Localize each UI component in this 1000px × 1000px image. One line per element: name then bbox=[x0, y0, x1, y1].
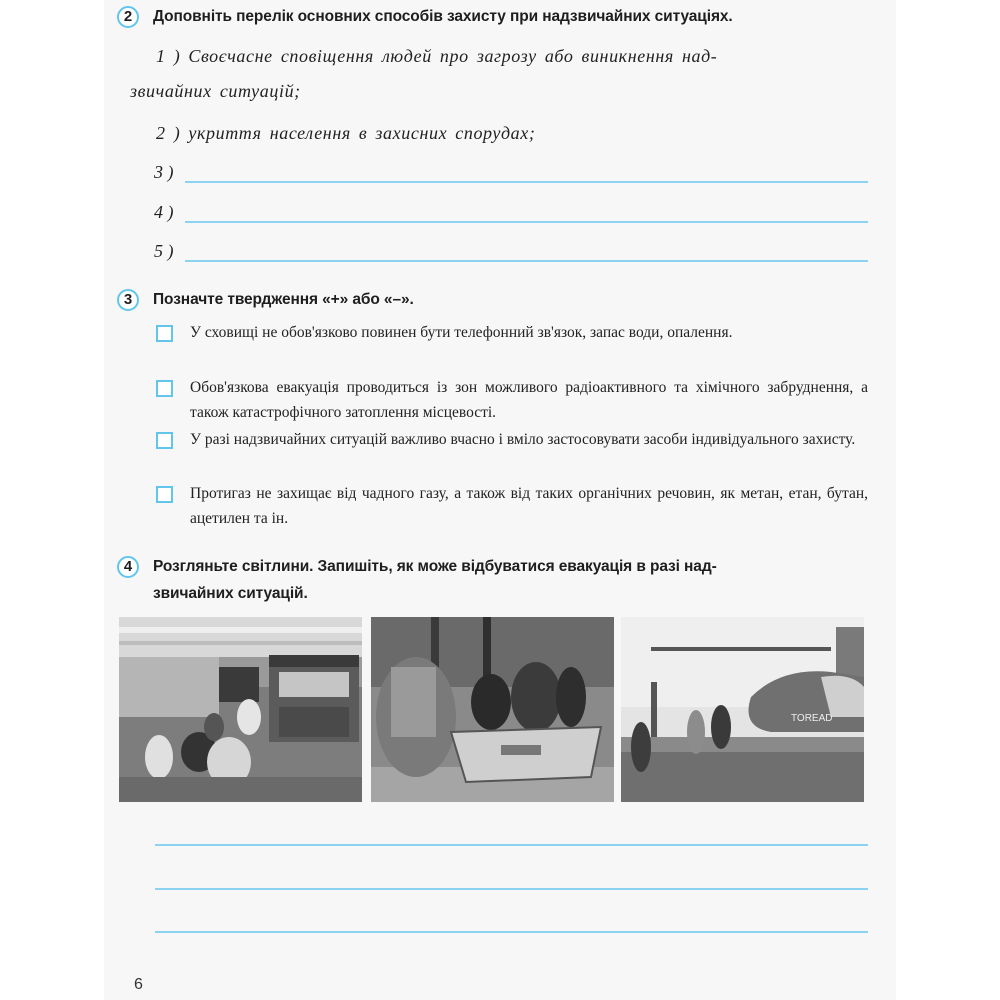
task-number-badge: 2 bbox=[117, 6, 139, 28]
answer-line-5[interactable] bbox=[185, 260, 868, 262]
answer-1-line-2: звичайних ситуацій; bbox=[130, 81, 301, 101]
statement-checkbox-4[interactable] bbox=[156, 486, 173, 503]
statement-checkbox-3[interactable] bbox=[156, 432, 173, 449]
task-3-title: Позначте твердження «+» або «–». bbox=[153, 291, 414, 308]
statement-checkbox-2[interactable] bbox=[156, 380, 173, 397]
statement-checkbox-1[interactable] bbox=[156, 325, 173, 342]
answer-1-line-1: 1 ) Своєчасне сповіщення людей про загрозу або виникнення над- bbox=[156, 46, 718, 66]
statement-3: У разі надзвичайних ситуацій важливо вчасно і вміло застосовувати засоби індивідуального захисту. bbox=[190, 431, 856, 448]
task-2-title: Доповніть перелік основних способів захисту при надзвичайних ситуаціях. bbox=[153, 8, 733, 25]
photo-helicopter-evacuation bbox=[621, 617, 864, 802]
statement-1: У сховищі не обов'язково повинен бути телефонний зв'язок, запас води, опалення. bbox=[190, 324, 733, 341]
blank-label-5: 5 ) bbox=[154, 241, 174, 261]
task-number-badge: 3 bbox=[117, 289, 139, 311]
answer-line-4[interactable] bbox=[185, 221, 868, 223]
answer-line-3[interactable] bbox=[185, 181, 868, 183]
blank-label-4: 4 ) bbox=[154, 202, 174, 222]
task-4-title-line-1: Розгляньте світлини. Запишіть, як може відбуватися евакуація в разі над- bbox=[153, 558, 717, 575]
helicopter-label: TOREAD bbox=[791, 713, 833, 724]
writing-line-1[interactable] bbox=[155, 844, 868, 846]
statement-2: Обов'язкова евакуація проводиться із зон можливого радіоактивного та хімічного забруднення, а також катастрофічного затоплення місцевості. bbox=[190, 379, 868, 421]
statement-4: Протигаз не захищає від чадного газу, а також від таких органічних речовин, як метан, етан, бутан, ацетилен та ін. bbox=[190, 485, 868, 527]
writing-line-2[interactable] bbox=[155, 888, 868, 890]
answer-2: 2 ) укриття населення в захисних спорудах; bbox=[156, 123, 536, 143]
task-4-title-line-2: звичайних ситуацій. bbox=[153, 585, 308, 602]
writing-line-3[interactable] bbox=[155, 931, 868, 933]
photo-boat-rescue bbox=[371, 617, 614, 802]
blank-label-3: 3 ) bbox=[154, 162, 174, 182]
page-number: 6 bbox=[134, 976, 143, 993]
task-number-badge: 4 bbox=[117, 556, 139, 578]
photo-flood-truck bbox=[119, 617, 362, 802]
